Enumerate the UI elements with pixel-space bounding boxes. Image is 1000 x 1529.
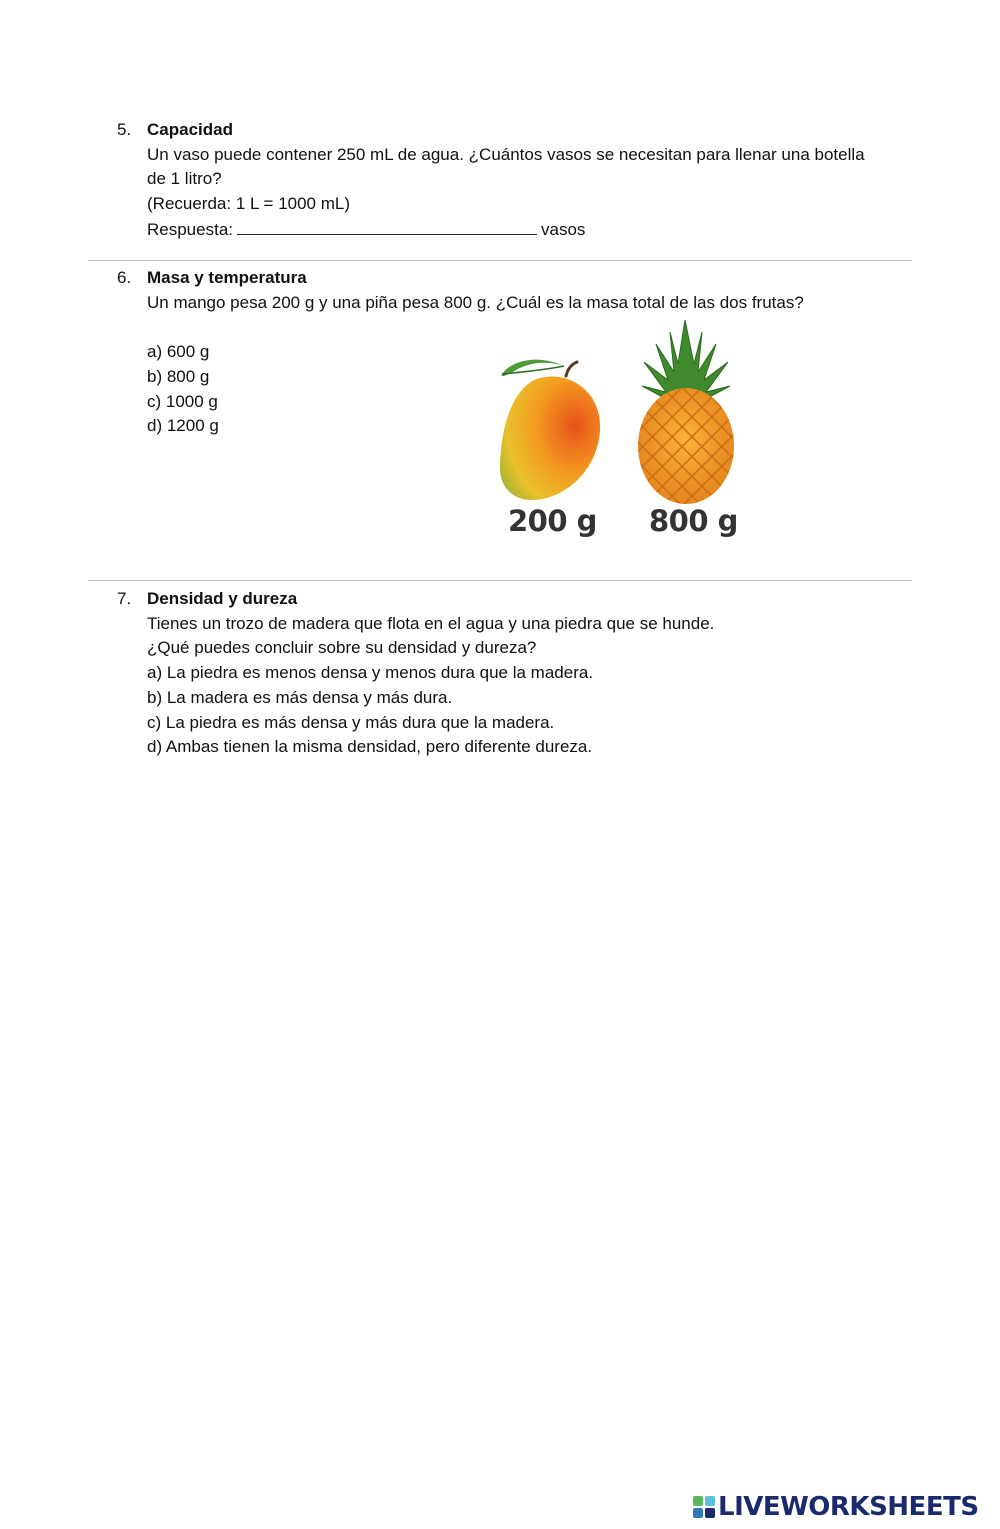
question-number: 7. <box>117 589 132 608</box>
question-number: 5. <box>117 120 132 139</box>
question-text-line: Un vaso puede contener 250 mL de agua. ¿Cuántos vasos se necesitan para llenar una botella <box>147 144 865 164</box>
answer-label: Respuesta: <box>147 219 233 239</box>
brand-text: LIVEWORKSHEETS <box>718 1491 979 1522</box>
question-text-line: Tienes un trozo de madera que flota en el agua y una piedra que se hunde. <box>147 613 715 633</box>
fruit-figure <box>494 318 744 550</box>
pineapple-icon <box>638 320 734 504</box>
question-prompt: Un mango pesa 200 g y una piña pesa 800 g. ¿Cuál es la masa total de las dos frutas? <box>147 292 804 312</box>
option-c[interactable]: c) La piedra es más densa y más dura que la madera. <box>147 712 555 732</box>
option-b[interactable]: b) La madera es más densa y más dura. <box>147 687 453 707</box>
option-d[interactable]: d) 1200 g <box>147 416 219 436</box>
answer-blank[interactable] <box>237 217 537 235</box>
option-a[interactable]: a) La piedra es menos densa y menos dura que la madera. <box>147 663 594 683</box>
question-number: 6. <box>117 268 132 287</box>
section-divider <box>88 580 912 581</box>
question-title: Densidad y dureza <box>147 589 298 608</box>
option-a[interactable]: a) 600 g <box>147 342 210 362</box>
fruit-illustration <box>494 318 744 508</box>
answer-row <box>147 217 907 243</box>
mango-icon <box>500 360 600 500</box>
liveworksheets-logo <box>692 1490 979 1524</box>
question-title: Masa y temperatura <box>147 268 307 287</box>
option-b[interactable]: b) 800 g <box>147 366 210 386</box>
option-c[interactable]: c) 1000 g <box>147 391 218 411</box>
mango-weight-label: 200 g <box>508 504 597 538</box>
section-divider <box>88 260 912 261</box>
question-text-line: ¿Qué puedes concluir sobre su densidad y dureza? <box>147 638 537 658</box>
answer-unit: vasos <box>541 219 586 239</box>
pineapple-weight-label: 800 g <box>649 504 738 538</box>
option-d[interactable]: d) Ambas tienen la misma densidad, pero diferente dureza. <box>147 737 593 757</box>
question-text-line: de 1 litro? <box>147 169 222 189</box>
question-title: Capacidad <box>147 120 233 139</box>
liveworksheets-logo-icon <box>692 1495 716 1519</box>
question-hint: (Recuerda: 1 L = 1000 mL) <box>147 194 351 214</box>
question-7 <box>117 587 907 760</box>
question-5 <box>117 118 907 243</box>
